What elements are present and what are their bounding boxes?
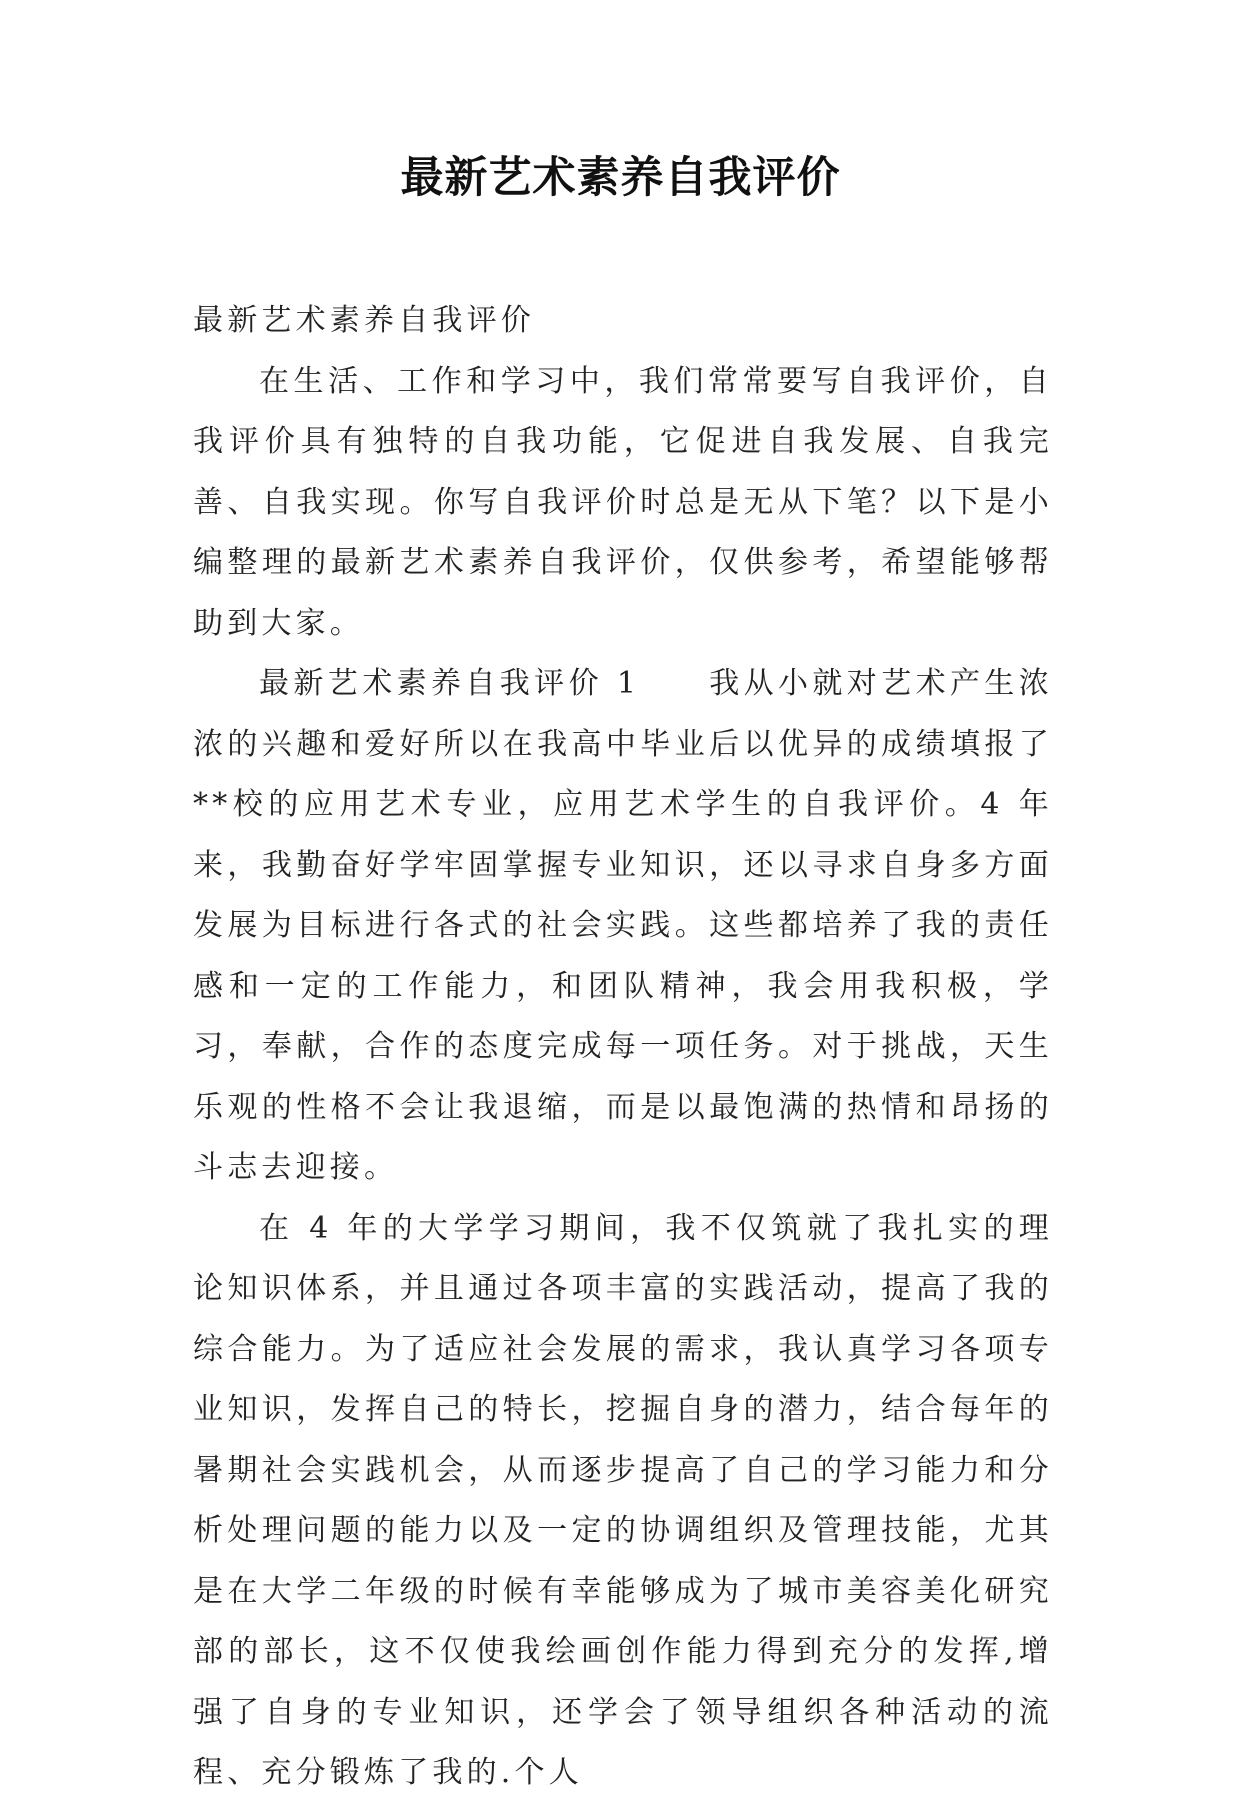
document-body: [193, 291, 1053, 1804]
subtitle-paragraph: 最新艺术素养自我评价: [193, 303, 535, 338]
study-period-paragraph: 在 4 年的大学学习期间，我不仅筑就了我扎实的理论知识体系，并且通过各项丰富的实践活动，提高了我的综合能力。为了适应社会发展的需求，我认真学习各项专业知识，发挥自己的特长，挖掘自身的潜力，结合每年的暑期社会实践机会，从而逐步提高了自己的学习能力和分析处理问题的能力以及一定的协调组织及管理技能，尤其是在大学二年级的时候有幸能够成为了城市美容美化研究部的部长，这不仅使我绘画创作能力得到充分的发挥,增强了自身的专业知识，还学会了领导组织各种活动的流程、充分锻炼了我的.个人: [193, 1210, 1053, 1790]
section-1-paragraph: 最新艺术素养自我评价 1 我从小就对艺术产生浓浓的兴趣和爱好所以在我高中毕业后以优异的成绩填报了**校的应用艺术专业，应用艺术学生的自我评价。4 年来，我勤奋好学牢固掌握专业知识，还以寻求自身多方面发展为目标进行各式的社会实践。这些都培养了我的责任感和一定的工作能力，和团队精神，我会用我积极，学习，奉献，合作的态度完成每一项任务。对于挑战，天生乐观的性格不会让我退缩，而是以最饱满的热情和昂扬的斗志去迎接。: [193, 666, 1053, 1185]
page-title: 最新艺术素养自我评价: [400, 153, 841, 203]
intro-paragraph: 在生活、工作和学习中，我们常常要写自我评价，自我评价具有独特的自我功能，它促进自我发展、自我完善、自我实现。你写自我评价时总是无从下笔？以下是小编整理的最新艺术素养自我评价，仅供参考，希望能够帮助到大家。: [193, 363, 1053, 641]
